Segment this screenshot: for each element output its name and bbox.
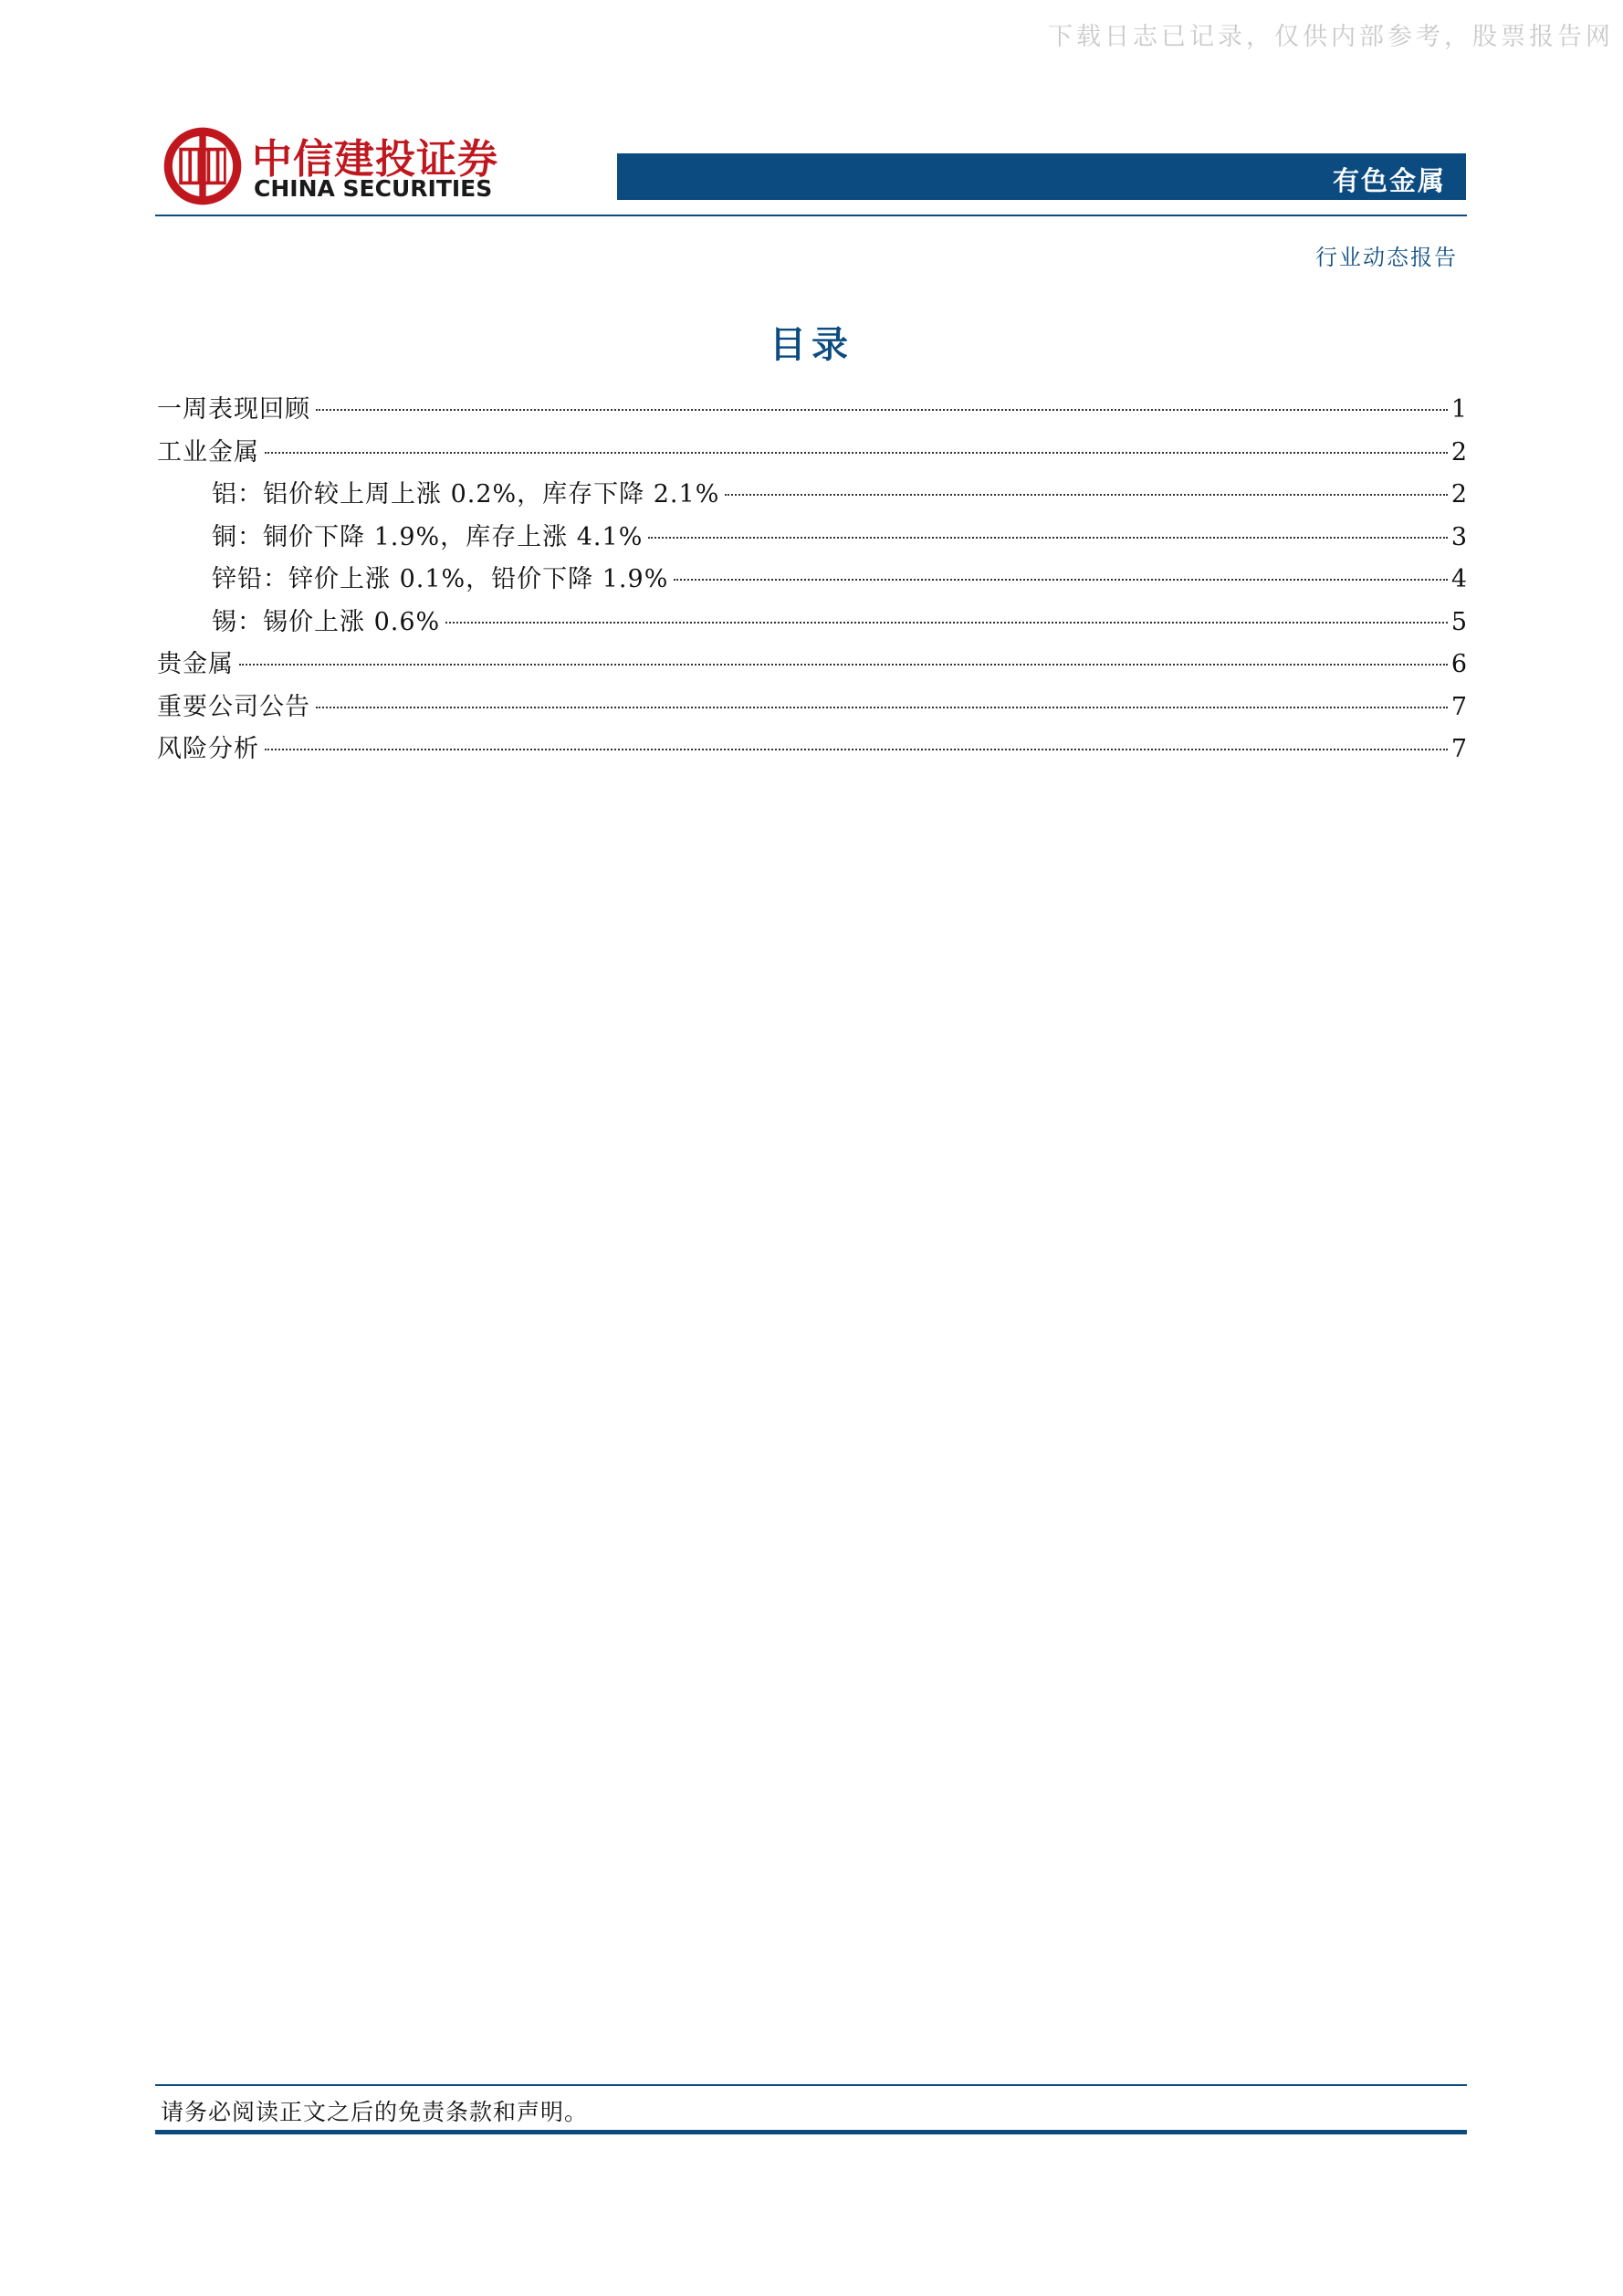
- sector-label: 有色金属: [1332, 165, 1446, 196]
- toc-entry-text: 铝：铝价较上周上涨 0.2%，库存下降 2.1%: [212, 480, 720, 508]
- company-logo: [161, 121, 526, 212]
- table-of-contents: [157, 389, 1467, 771]
- footer-divider-top: [155, 2084, 1467, 2086]
- toc-entry[interactable]: [157, 474, 1467, 517]
- toc-entry[interactable]: [157, 729, 1467, 771]
- toc-entry-text: 重要公司公告: [157, 692, 310, 721]
- toc-entry-page: 3: [1450, 522, 1467, 551]
- toc-entry-text: 一周表现回顾: [157, 395, 310, 424]
- toc-entry-page: 2: [1450, 480, 1467, 508]
- toc-entry[interactable]: [157, 517, 1467, 560]
- sector-banner: [617, 153, 1466, 200]
- toc-entry-text: 锌铅：锌价上涨 0.1%，铅价下降 1.9%: [212, 565, 669, 593]
- toc-entry-text: 风险分析: [157, 735, 259, 763]
- toc-entry-page: 5: [1450, 607, 1467, 636]
- china-securities-logo-icon: [161, 124, 245, 208]
- toc-dot-leader: [648, 537, 1447, 539]
- toc-title: 目录: [770, 324, 853, 366]
- toc-dot-leader: [265, 452, 1448, 454]
- toc-entry[interactable]: [157, 389, 1467, 432]
- footer-divider-bottom: [155, 2130, 1467, 2134]
- logo-name-en: CHINA SECURITIES: [254, 175, 493, 202]
- header-divider: [155, 215, 1467, 216]
- toc-entry[interactable]: [157, 687, 1467, 729]
- logo-name-cn: 中信建投证券: [252, 136, 498, 183]
- toc-dot-leader: [674, 579, 1447, 581]
- toc-entry[interactable]: [157, 644, 1467, 687]
- toc-entry-page: 6: [1450, 650, 1467, 678]
- toc-entry[interactable]: [157, 432, 1467, 475]
- toc-entry-page: 7: [1450, 735, 1467, 763]
- toc-entry-text: 贵金属: [157, 650, 234, 678]
- toc-dot-leader: [239, 664, 1448, 666]
- toc-dot-leader: [316, 707, 1448, 708]
- toc-entry-text: 锡：锡价上涨 0.6%: [212, 607, 441, 636]
- toc-dot-leader: [725, 494, 1447, 496]
- report-type-label: 行业动态报告: [1315, 245, 1458, 270]
- toc-dot-leader: [445, 622, 1448, 624]
- toc-entry-text: 铜：铜价下降 1.9%，库存上涨 4.1%: [212, 522, 644, 551]
- toc-entry-page: 1: [1450, 395, 1467, 424]
- watermark-text: 下载日志已记录，仅供内部参考，股票报告网: [1048, 23, 1614, 51]
- toc-dot-leader: [316, 409, 1448, 411]
- toc-entry-page: 4: [1450, 565, 1467, 593]
- toc-entry[interactable]: [157, 559, 1467, 602]
- toc-entry[interactable]: [157, 602, 1467, 645]
- toc-entry-page: 2: [1450, 437, 1467, 467]
- footer-disclaimer: 请务必阅读正文之后的免责条款和声明。: [161, 2099, 589, 2125]
- toc-entry-text: 工业金属: [157, 437, 259, 467]
- toc-entry-page: 7: [1450, 692, 1467, 721]
- toc-dot-leader: [265, 749, 1448, 750]
